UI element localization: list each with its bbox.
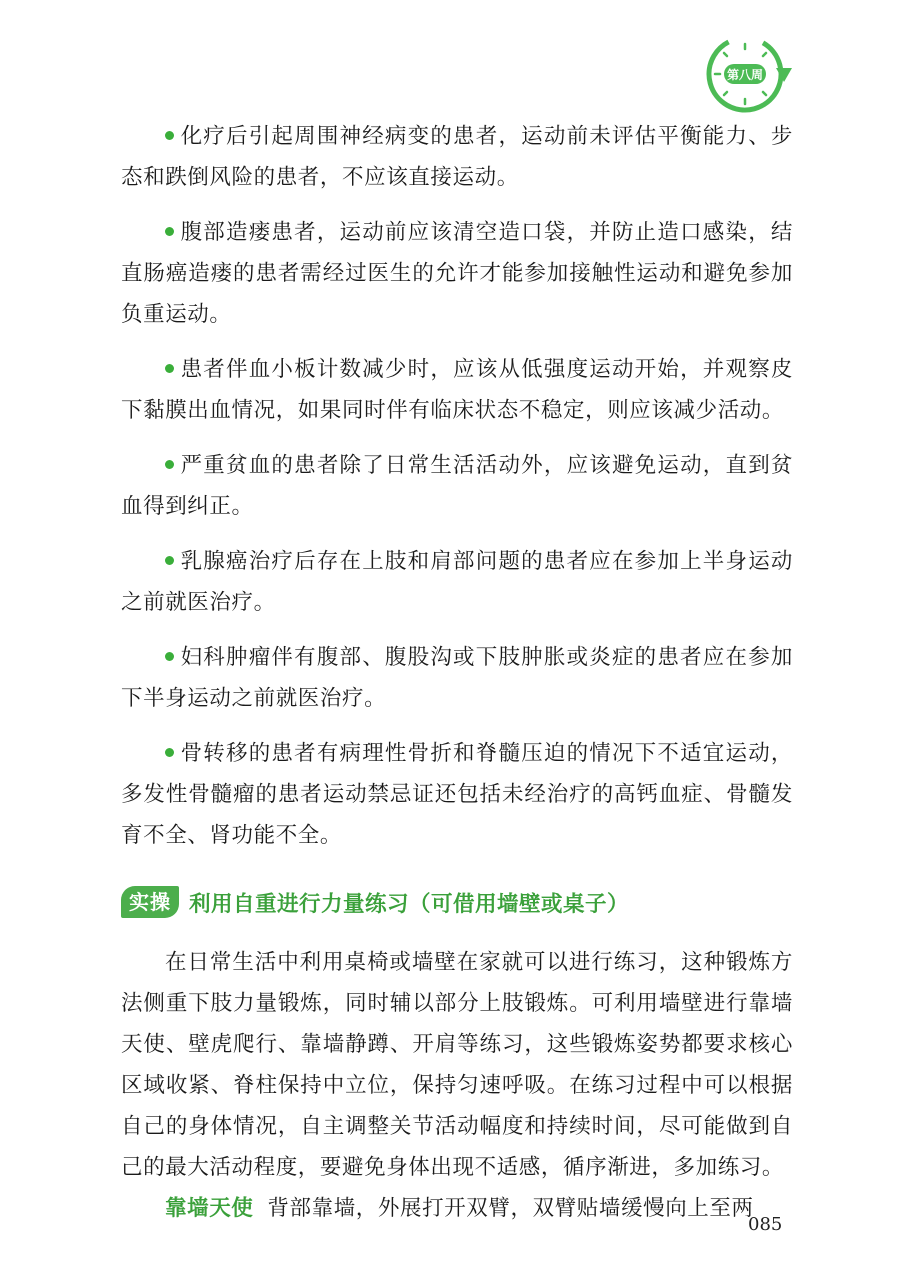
bullet-dot-icon	[165, 652, 174, 661]
sub-text: 背部靠墙，外展打开双臂，双臂贴墙缓慢向上至两	[267, 1196, 754, 1221]
section-heading	[121, 884, 793, 920]
bullet-item: 化疗后引起周围神经病变的患者，运动前未评估平衡能力、步态和跌倒风险的患者，不应该直接运动。	[121, 124, 793, 190]
bullet-item: 患者伴血小板计数减少时，应该从低强度运动开始，并观察皮下黏膜出血情况，如果同时伴有临床状态不稳定，则应该减少活动。	[121, 357, 793, 423]
bullet-item: 妇科肿瘤伴有腹部、腹股沟或下肢肿胀或炎症的患者应在参加下半身运动之前就医治疗。	[121, 645, 793, 711]
bullet-dot-icon	[165, 227, 174, 236]
bullet-item: 严重贫血的患者除了日常生活活动外，应该避免运动，直到贫血得到纠正。	[121, 453, 793, 519]
page-content	[121, 116, 793, 1229]
bullet-item: 乳腺癌治疗后存在上肢和肩部问题的患者应在参加上半身运动之前就医治疗。	[121, 549, 793, 615]
bullet-dot-icon	[165, 748, 174, 757]
week-badge	[700, 24, 800, 124]
bullet-dot-icon	[165, 364, 174, 373]
bullet-dot-icon	[165, 460, 174, 469]
page-number: 085	[748, 1214, 783, 1235]
sub-label: 靠墙天使	[165, 1196, 254, 1221]
section-tag: 实操	[121, 886, 179, 918]
bullet-item: 骨转移的患者有病理性骨折和脊髓压迫的情况下不适宜运动，多发性骨髓瘤的患者运动禁忌证还包括未经治疗的高钙血症、骨髓发育不全、肾功能不全。	[121, 741, 793, 848]
badge-label: 第八周	[726, 68, 764, 82]
bullet-dot-icon	[165, 131, 174, 140]
sub-paragraph	[121, 1188, 793, 1229]
section-title: 利用自重进行力量练习（可借用墙壁或桌子）	[189, 891, 630, 917]
bullet-dot-icon	[165, 556, 174, 565]
bullet-item: 腹部造瘘患者，运动前应该清空造口袋，并防止造口感染，结直肠癌造瘘的患者需经过医生的允许才能参加接触性运动和避免参加负重运动。	[121, 220, 793, 327]
body-paragraph: 在日常生活中利用桌椅或墙壁在家就可以进行练习，这种锻炼方法侧重下肢力量锻炼，同时辅以部分上肢锻炼。可利用墙壁进行靠墙天使、壁虎爬行、靠墙静蹲、开肩等练习，这些锻炼姿势都要求核心区域收紧、脊柱保持中立位，保持匀速呼吸。在练习过程中可以根据自己的身体情况，自主调整关节活动幅度和持续时间，尽可能做到自己的最大活动程度，要避免身体出现不适感，循序渐进，多加练习。	[121, 950, 793, 1180]
